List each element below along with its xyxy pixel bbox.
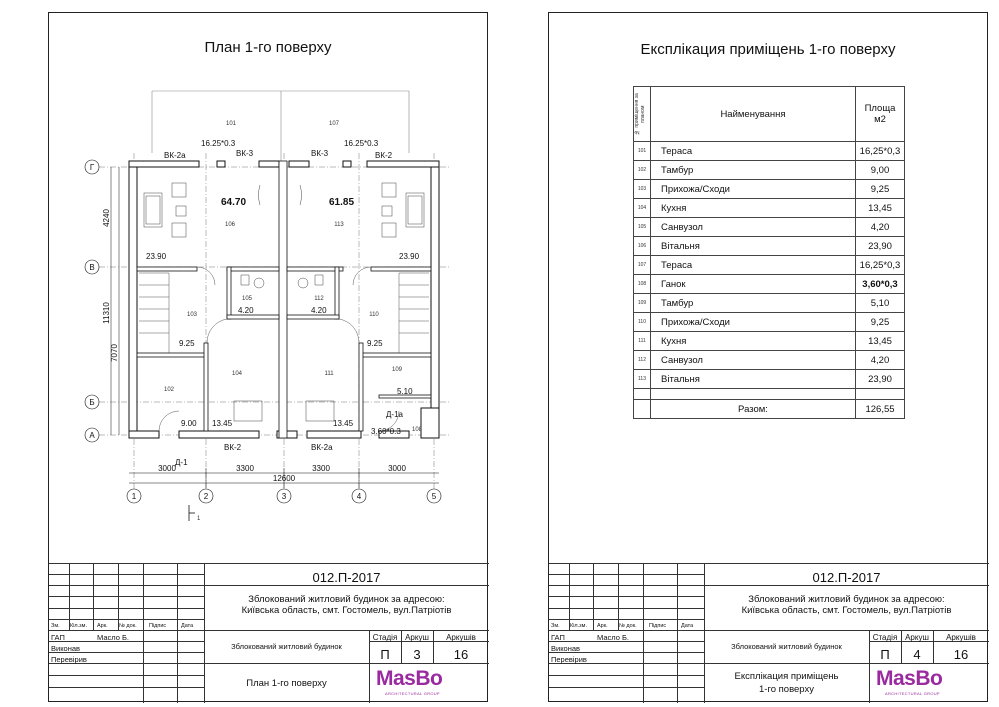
sheet-title: План 1-го поверху bbox=[204, 39, 332, 56]
project-address-line2: Київська область, смт. Гостомель, вул.Патріотів bbox=[241, 605, 452, 616]
stage-label: Стадія bbox=[372, 633, 398, 642]
role-gap: ГАП bbox=[51, 633, 65, 642]
grid-col-label: 5 bbox=[431, 492, 437, 501]
col-header-date: Дата bbox=[181, 623, 194, 629]
grid-row-label: В bbox=[89, 263, 95, 272]
table-row: 103 Прихожа/Сходи 9,25 bbox=[634, 180, 905, 199]
room-number: 113 bbox=[334, 222, 344, 228]
project-address-line2: Київська область, смт. Гостомель, вул.Патріотів bbox=[741, 605, 952, 616]
project-address-line1: Зблокований житловий будинок за адресою: bbox=[748, 594, 945, 605]
col-header-ark: Арк. bbox=[597, 623, 608, 629]
col-header-zm: Зм. bbox=[551, 623, 560, 629]
room-number: 106 bbox=[224, 222, 236, 228]
room-number: 104 bbox=[231, 371, 243, 377]
room-area: 13.45 bbox=[212, 419, 233, 428]
dimension-label: 7070 bbox=[110, 344, 119, 362]
room-area: 9.25 bbox=[367, 339, 383, 348]
table-row: 104 Кухня 13,45 bbox=[634, 199, 905, 218]
role-executor: Виконав bbox=[551, 644, 581, 653]
sheet-label: Аркуш bbox=[905, 633, 929, 642]
sheet-title: Експлікация приміщень 1-го поверху bbox=[640, 41, 896, 58]
room-area: 23.90 bbox=[399, 252, 420, 261]
grid-col-label: 1 bbox=[131, 492, 137, 501]
table-total-row bbox=[634, 400, 905, 419]
table-spacer-row bbox=[634, 389, 905, 400]
room-number: 102 bbox=[163, 387, 175, 393]
masbo-logo-subtitle: ARCHITECTURAL GROUP bbox=[385, 691, 440, 696]
stage-label: Стадія bbox=[872, 633, 898, 642]
grid-col-label: 3 bbox=[281, 492, 287, 501]
room-area: 4.20 bbox=[311, 306, 327, 315]
grid-col-label: 2 bbox=[203, 492, 209, 501]
window-mark: ВК-2а bbox=[311, 443, 333, 452]
title-block bbox=[49, 563, 489, 703]
col-header-sign: Підпис bbox=[649, 623, 667, 629]
sheet-floor-plan bbox=[48, 12, 488, 702]
table-row: 105 Санвузол 4,20 bbox=[634, 218, 905, 237]
dimension-label: 3300 bbox=[312, 464, 330, 473]
col-header-zm: Зм. bbox=[51, 623, 60, 629]
building-name: Зблокований житловий будинок bbox=[231, 642, 342, 651]
col-header-ark: Арк. bbox=[97, 623, 108, 629]
table-row: 102 Тамбур 9,00 bbox=[634, 161, 905, 180]
room-area: 5.10 bbox=[397, 387, 413, 396]
header-name: Найменування bbox=[651, 87, 856, 142]
room-number: 111 bbox=[324, 371, 334, 377]
dimension-label: 4240 bbox=[102, 209, 111, 227]
total-value: 126,55 bbox=[856, 400, 905, 419]
col-header-date: Дата bbox=[681, 623, 694, 629]
sheet-number: 4 bbox=[913, 647, 921, 662]
stage-value: П bbox=[380, 647, 390, 662]
table-row: 106 Вітальня 23,90 bbox=[634, 237, 905, 256]
table-row: 110 Прихожа/Сходи 9,25 bbox=[634, 313, 905, 332]
role-checker: Перевірив bbox=[551, 655, 587, 664]
col-header-doc: № док. bbox=[119, 623, 137, 629]
table-row: 101 Тераса 16,25*0,3 bbox=[634, 142, 905, 161]
section-mark-label: 1 bbox=[197, 516, 201, 522]
sheets-label: Аркушів bbox=[946, 633, 976, 642]
drawing-name-line2: 1-го поверху bbox=[759, 684, 814, 695]
room-number: 107 bbox=[328, 121, 340, 127]
role-executor: Виконав bbox=[51, 644, 81, 653]
room-area: 13.45 bbox=[333, 419, 354, 428]
grid-axes bbox=[99, 153, 449, 498]
dimension-total-label: 11310 bbox=[102, 302, 111, 324]
grid-row-label: Г bbox=[89, 163, 95, 172]
room-number: 109 bbox=[391, 367, 403, 373]
table-row: 111 Кухня 13,45 bbox=[634, 332, 905, 351]
sheet-explication bbox=[548, 12, 988, 702]
header-room-number: № приміщення за планом bbox=[634, 87, 651, 142]
drawing-name-line1: Експлікация приміщень bbox=[734, 671, 839, 682]
window-mark: ВК-2 bbox=[224, 443, 242, 452]
room-area: 9.00 bbox=[181, 419, 197, 428]
dimension-label: 3000 bbox=[158, 464, 176, 473]
door-mark: Д-1а bbox=[386, 410, 403, 419]
sheets-total: 16 bbox=[953, 647, 969, 662]
room-area: 23.90 bbox=[146, 252, 167, 261]
col-header-sign: Підпис bbox=[149, 623, 167, 629]
table-row: 109 Тамбур 5,10 bbox=[634, 294, 905, 313]
table-row: 107 Тераса 16,25*0,3 bbox=[634, 256, 905, 275]
room-number: 101 bbox=[225, 121, 237, 127]
grid-row-label: Б bbox=[89, 398, 95, 407]
explication-table bbox=[633, 86, 905, 419]
window-mark: ВК-3 bbox=[311, 149, 329, 158]
col-header-doc: № док. bbox=[619, 623, 637, 629]
title-block bbox=[549, 563, 989, 703]
window-mark: ВК-3 bbox=[236, 149, 254, 158]
room-area: 4.20 bbox=[238, 306, 254, 315]
table-row: 113 Вітальня 23,90 bbox=[634, 370, 905, 389]
room-area: 9.25 bbox=[179, 339, 195, 348]
table-header-row bbox=[634, 87, 905, 142]
room-number: 108 bbox=[411, 427, 423, 433]
dimension-label: 3000 bbox=[388, 464, 406, 473]
col-header-kil: Кіл.зм. bbox=[570, 623, 587, 629]
dimension-label: 3300 bbox=[236, 464, 254, 473]
drawing-name: План 1-го поверху bbox=[246, 678, 327, 689]
sheets-total: 16 bbox=[453, 647, 469, 662]
section-mark bbox=[189, 505, 195, 521]
document-code: 012.П-2017 bbox=[812, 570, 881, 585]
grid-row-label: А bbox=[89, 431, 95, 440]
grid-col-label: 4 bbox=[356, 492, 362, 501]
project-address-line1: Зблокований житловий будинок за адресою: bbox=[248, 594, 445, 605]
role-checker: Перевірив bbox=[51, 655, 87, 664]
building-name: Зблокований житловий будинок bbox=[731, 642, 842, 651]
floor-plan-drawing bbox=[49, 13, 489, 553]
window-mark: ВК-2а bbox=[164, 151, 186, 160]
room-area: 16.25*0.3 bbox=[201, 139, 236, 148]
grid-row-bubbles bbox=[85, 160, 441, 503]
total-label: Разом: bbox=[651, 400, 856, 419]
masbo-logo: MasBo bbox=[376, 667, 443, 690]
room-number: 105 bbox=[241, 296, 253, 302]
table-row: 108 Ганок 3,60*0,3 bbox=[634, 275, 905, 294]
masbo-logo-subtitle: ARCHITECTURAL GROUP bbox=[885, 691, 940, 696]
masbo-logo: MasBo bbox=[876, 667, 943, 690]
room-number: 110 bbox=[369, 312, 379, 318]
header-area: Площа м2 bbox=[856, 87, 905, 142]
unit-area: 61.85 bbox=[329, 197, 355, 208]
interior-walls bbox=[137, 161, 431, 438]
room-area: 16.25*0.3 bbox=[344, 139, 379, 148]
role-gap: ГАП bbox=[551, 633, 565, 642]
stage-value: П bbox=[880, 647, 890, 662]
door-mark: Д-1 bbox=[175, 458, 188, 467]
author-name: Масло Б. bbox=[97, 633, 129, 642]
room-number: 112 bbox=[314, 296, 324, 302]
sheet-label: Аркуш bbox=[405, 633, 429, 642]
room-number: 103 bbox=[186, 312, 198, 318]
dimension-total-label: 12600 bbox=[272, 474, 296, 483]
table-row: 112 Санвузол 4,20 bbox=[634, 351, 905, 370]
col-header-kil: Кіл.зм. bbox=[70, 623, 87, 629]
document-code: 012.П-2017 bbox=[312, 570, 381, 585]
terrace-outline bbox=[152, 91, 409, 163]
unit-area: 64.70 bbox=[221, 197, 247, 208]
sheet-number: 3 bbox=[413, 647, 421, 662]
room-area: 3.60*0.3 bbox=[371, 427, 401, 436]
sheets-label: Аркушів bbox=[446, 633, 476, 642]
author-name: Масло Б. bbox=[597, 633, 629, 642]
window-mark: ВК-2 bbox=[375, 151, 393, 160]
